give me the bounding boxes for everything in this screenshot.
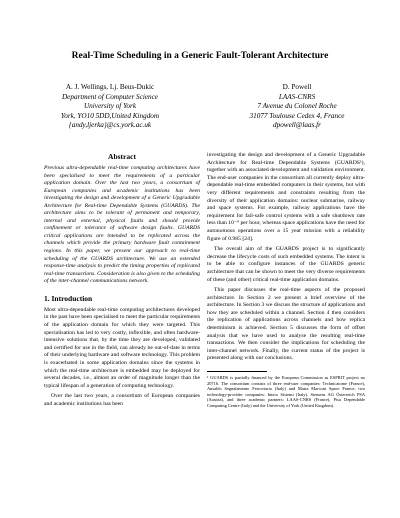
footnote: ¹ GUARDS is partially financed by the European Commission as ESPRIT project no 20716. The consortium consists of three end-user companies: Technicatome (France), Ansaldo Segnalamento Ferroviario (Italy) and Matra Marconi Space France; two technology-provider companies: Intecs Sistemi (Italy), Siemens AG Österreich PSA (Austria), and three academic partners: LAAS-CNRS (France), Pisa Dependable Computing Centre (Italy) and the University of York (United Kingdom). xyxy=(207,375,365,408)
abstract-heading: Abstract xyxy=(108,152,136,161)
affiliation-line: 7 Avenue du Colonel Roche xyxy=(257,102,337,111)
author-email: dpowell@laas.fr xyxy=(273,121,321,130)
body-paragraph: The overall aim of the GUARDS project is to significantly decrease the lifecycle costs of such embedded systems. The intent is to be able to configure instances of the GUARDS generic architecture that can be shown to meet the very diverse requirements of these (and other) critical real-time application domains. xyxy=(207,246,365,283)
author-block-york xyxy=(40,83,180,131)
left-column xyxy=(44,152,200,408)
author-block-laas xyxy=(232,83,362,131)
body-paragraph: This paper discusses the real-time aspects of the proposed architecture. In Section 2 we present a brief overview of the architecture. In Section 3 we discuss the structure of applications and how they are scheduled within a channel. Section 4 then considers the replication of applications across channels and how replica determinism is achieved. Section 5 discusses the form of offset analysis that we have used to analyse the resulting real-time transactions. We then consider the implications for scheduling the inter-channel network. Finally, the current status of the project is presented along with our conclusions. xyxy=(207,287,365,362)
affiliation-line: University of York xyxy=(83,102,137,111)
paper-title: Real-Time Scheduling in a Generic Fault-Tolerant Architecture xyxy=(71,51,329,61)
affiliation-line: 31077 Toulouse Cedex 4, France xyxy=(249,111,345,120)
affiliation-line: York, YO10 5DD,United Kingdom xyxy=(60,111,160,120)
author-email: {andy,ljerka}@cs.york.ac.uk xyxy=(68,121,152,130)
footnote-rule xyxy=(207,371,267,372)
introduction-heading: 1. Introduction xyxy=(44,293,93,303)
author-names: D. Powell xyxy=(282,83,312,91)
affiliation-line: LAAS-CNRS xyxy=(278,92,316,101)
affiliation-line: Department of Computer Science xyxy=(61,92,158,101)
intro-paragraph: Over the last two years, a consortium of European companies and academic institutions has been xyxy=(44,393,200,407)
author-names: A. J. Wellings, Lj. Beus-Dukic xyxy=(65,83,155,91)
abstract-text: Previous ultra-dependable real-time computing architectures have been specialised to meet the requirements of a particular application domain. Over the last two years, a consortium of European companies and academic institutions has been investigating the design and development of a Generic Upgradable Architecture for Real-time Dependable Systems (GUARDS). The architecture aims to be tolerant of permanent and temporary, internal and external, physical faults and should provide confinement or tolerance of software design faults. GUARDS critical applications are intended to be replicated across the channels which provide the primary hardware fault containment regions. In this paper, we present our approach to real-time scheduling of the GUARDS architecture. We use an extended response-time analysis to predict the timing properties of replicated real-time transactions. Consideration is also given to the scheduling of the inter-channel communications network. xyxy=(44,165,200,285)
body-paragraph: investigating the design and development of a Generic Upgradable Architecture for Real-time Dependable Systems (GUARDS¹), together with an associated development and validation environment. The end-user companies in the consortium all currently deploy ultra-dependable real-time embedded computers in their systems, but with very different requirements and constraints resulting from the diversity of their application domains: nuclear submarine, railway and space systems. For example, railway applications have the requirement for fail-safe control systems with a safe shutdown rate less than 10⁻⁹ per hour, whereas space applications have the need for autonomous operations over a 15 year mission with a reliability figure of 0.985 [24]. xyxy=(207,152,365,242)
right-column xyxy=(207,152,365,409)
intro-paragraph: Most ultra-dependable real-time computing architectures developed in the past have been specialised to meet the particular requirements of the application domain for which they were targeted. This specialisation has led to very costly, inflexible, and often hardware-intensive solutions that, by the time they are developed, validated and certified for use in the field, can already be out-of-date in terms of their underlying hardware and software technology. This problem is exacerbated in some application domains since the systems in which the real-time architecture is embedded may be deployed for several decades, i.e., almost an order of magnitude longer than the typical lifespan of a generation of computing technology. xyxy=(44,306,200,389)
